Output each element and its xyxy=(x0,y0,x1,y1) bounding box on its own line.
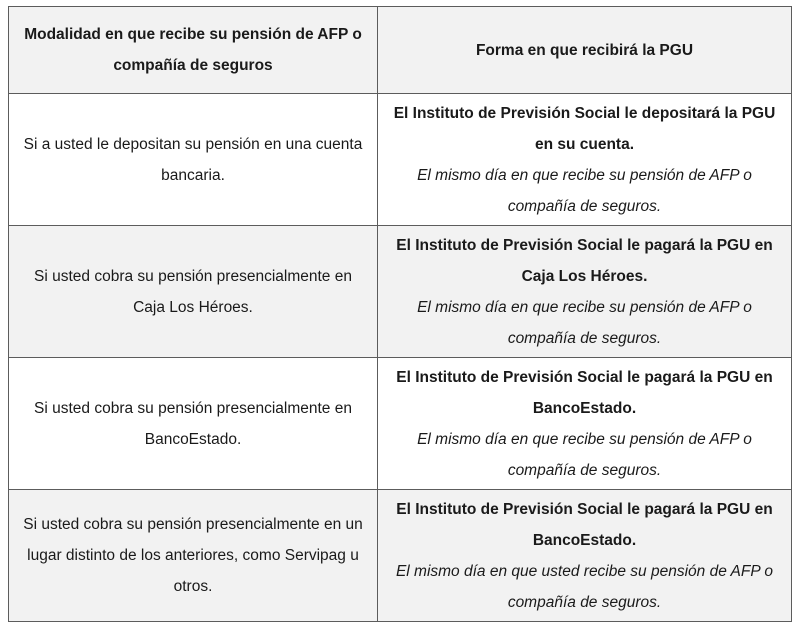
cell-modalidad: Si a usted le depositan su pensión en una cuenta bancaria. xyxy=(9,94,378,226)
forma-bold-text: El Instituto de Previsión Social le pagará la PGU en Caja Los Héroes. xyxy=(396,236,773,285)
cell-modalidad: Si usted cobra su pensión presencialmente en Caja Los Héroes. xyxy=(9,226,378,358)
cell-forma xyxy=(378,226,792,358)
table-header-row xyxy=(9,7,792,94)
cell-forma xyxy=(378,358,792,490)
forma-italic-text: El mismo día en que recibe su pensión de AFP o compañía de seguros. xyxy=(417,166,752,215)
cell-forma xyxy=(378,94,792,226)
forma-italic-text: El mismo día en que recibe su pensión de AFP o compañía de seguros. xyxy=(417,298,752,347)
cell-modalidad: Si usted cobra su pensión presencialmente en BancoEstado. xyxy=(9,358,378,490)
forma-italic-text: El mismo día en que usted recibe su pensión de AFP o compañía de seguros. xyxy=(395,562,774,611)
cell-forma xyxy=(378,490,792,622)
header-forma: Forma en que recibirá la PGU xyxy=(378,7,792,94)
forma-bold-text: El Instituto de Previsión Social le depositará la PGU en su cuenta. xyxy=(393,104,776,153)
forma-bold-text: El Instituto de Previsión Social le pagará la PGU en BancoEstado. xyxy=(396,500,773,549)
pgu-payment-table xyxy=(8,6,792,622)
forma-bold-text: El Instituto de Previsión Social le pagará la PGU en BancoEstado. xyxy=(396,368,773,417)
table-row xyxy=(9,94,792,226)
header-modalidad: Modalidad en que recibe su pensión de AFP o compañía de seguros xyxy=(9,7,378,94)
table-row xyxy=(9,226,792,358)
table-row xyxy=(9,358,792,490)
table-row xyxy=(9,490,792,622)
forma-italic-text: El mismo día en que recibe su pensión de AFP o compañía de seguros. xyxy=(417,430,752,479)
cell-modalidad: Si usted cobra su pensión presencialmente en un lugar distinto de los anteriores, como Servipag u otros. xyxy=(9,490,378,622)
